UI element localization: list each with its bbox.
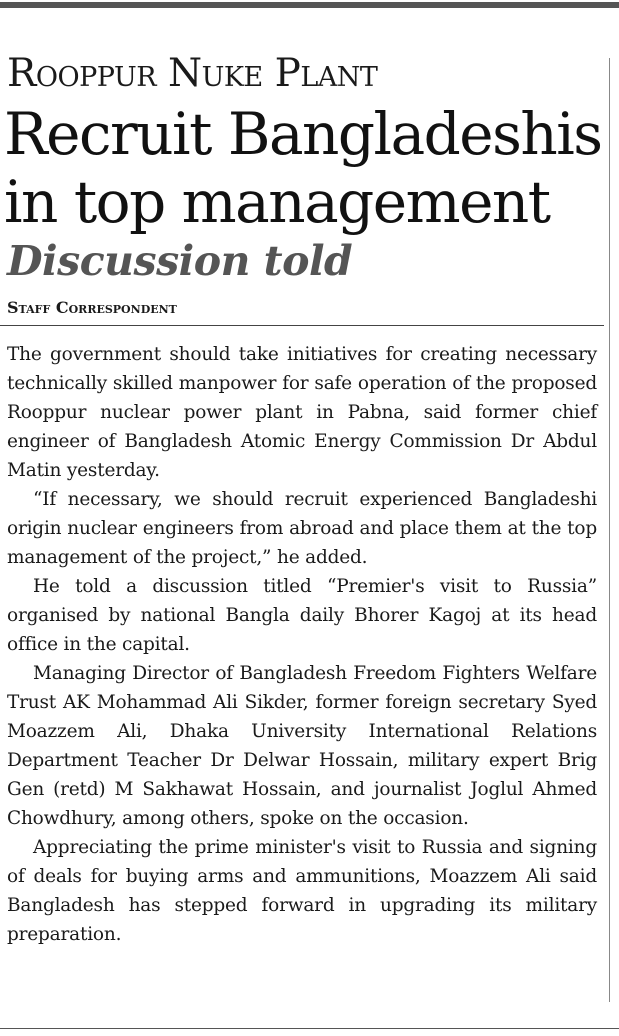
top-rule bbox=[0, 2, 619, 8]
headline bbox=[4, 100, 604, 236]
paragraph: The government should take initiatives for creating necessary technically skilled manpower for safe operation of the proposed Rooppur nuclear power plant in Pabna, said former chief engineer of Bangladesh Atomic Energy Commission Dr Abdul Matin yesterday. bbox=[7, 344, 597, 481]
column-rule bbox=[609, 58, 610, 1002]
paragraph: Managing Director of Bangladesh Freedom Fighters Welfare Trust AK Mohammad Ali Sikder, former foreign secretary Syed Moazzem Ali, Dhaka University International Relations Department Teacher Dr Delwar Hossain, military expert Brig Gen (retd) M Sakhawat Hossain, and journalist Joglul Ahmed Chowdhury, among others, spoke on the occasion. bbox=[7, 663, 597, 829]
subhead: Discussion told bbox=[7, 237, 353, 285]
article-body bbox=[7, 340, 597, 949]
bottom-rule bbox=[0, 1028, 619, 1029]
kicker: Rooppur Nuke Plant bbox=[7, 51, 378, 96]
paragraph: He told a discussion titled “Premier's visit to Russia” organised by national Bangla daily Bhorer Kagoj at its head office in the capital. bbox=[7, 576, 597, 655]
headline-line: Recruit Bangladeshis bbox=[4, 100, 602, 168]
byline: Staff Correspondent bbox=[7, 298, 177, 317]
paragraph: “If necessary, we should recruit experienced Bangladeshi origin nuclear engineers from abroad and place them at the top management of the project,” he added. bbox=[7, 489, 597, 568]
paragraph: Appreciating the prime minister's visit to Russia and signing of deals for buying arms and ammunitions, Moazzem Ali said Bangladesh has stepped forward in upgrading its military preparation. bbox=[7, 837, 597, 945]
byline-rule bbox=[0, 325, 604, 326]
headline-line: in top management bbox=[4, 168, 550, 236]
